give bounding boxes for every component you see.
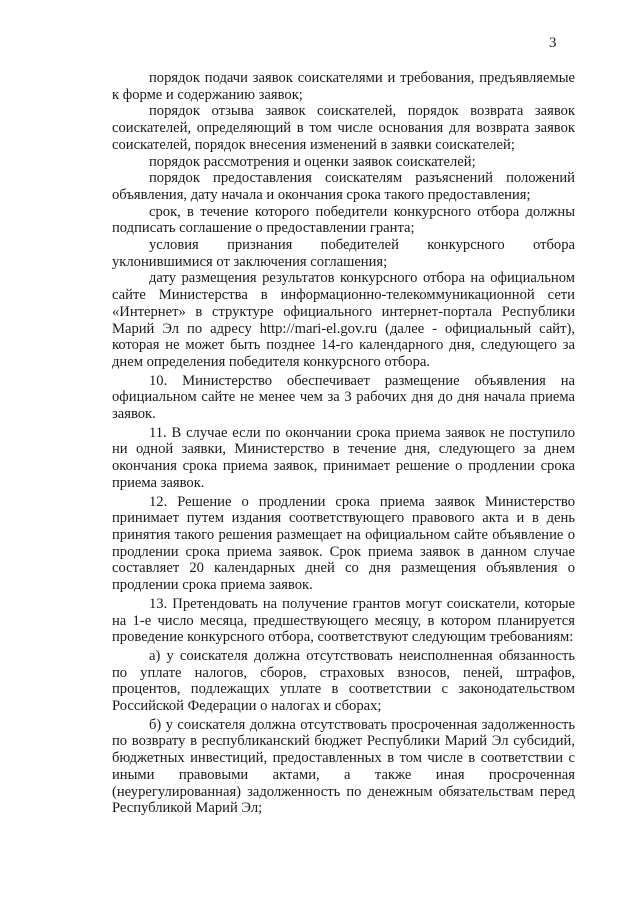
paragraph-requirement-a: а) у соискателя должна отсутствовать неисполненная обязанность по уплате налогов, сборов, страховых взносов, пеней, штрафов, процентов, подлежащих уплате в соответствии с законодательством Российской Федерации о налогах и сборах; — [112, 647, 575, 715]
paragraph-clause-12: 12. Решение о продлении срока приема заявок Министерство принимает путем издания соответствующего правового акта и в день принятия такого решения размещает на официальном сайте объявление о продлении срока приема заявок. Срок приема заявок в данном случае составляет 20 календарных дней со дня размещения объявления о продлении срока приема заявок. — [112, 493, 575, 594]
paragraph-clarification-procedure: порядок предоставления соискателям разъяснений положений объявления, дату начала и окончания срока такого предоставления; — [112, 170, 575, 203]
document-body — [112, 70, 575, 817]
paragraph-results-publication: дату размещения результатов конкурсного отбора на официальном сайте Министерства в информационно-телекоммуникационной сети «Интернет» в структуре официального интернет-портала Республики Марий Эл по адресу http://mari-el.gov.ru (далее - официальный сайт), которая не может быть позднее 14-го календарного дня, следующего за днем определения победителя конкурсного отбора. — [112, 270, 575, 370]
paragraph-withdrawal-procedure: порядок отзыва заявок соискателей, порядок возврата заявок соискателей, определяющий в том числе основания для возврата заявок соискателей, порядок внесения изменений в заявки соискателей; — [112, 103, 575, 153]
paragraph-requirement-b: б) у соискателя должна отсутствовать просроченная задолженность по возврату в республиканский бюджет Республики Марий Эл субсидий, бюджетных инвестиций, предоставленных в том числе в соответствии с иными правовыми актами, а также иная просроченная (неурегулированная) задолженность по денежным обязательствам перед Республикой Марий Эл; — [112, 716, 575, 817]
paragraph-evasion-conditions: условия признания победителей конкурсного отбора уклонившимися от заключения соглашения; — [112, 237, 575, 270]
paragraph-application-procedure: порядок подачи заявок соискателями и требования, предъявляемые к форме и содержанию заявок; — [112, 70, 575, 103]
page-number: 3 — [549, 35, 557, 51]
paragraph-clause-11: 11. В случае если по окончании срока приема заявок не поступило ни одной заявки, Министерство в течение дня, следующего за днем окончания срока приема заявок, принимает решение о продлении срока приема заявок. — [112, 424, 575, 491]
paragraph-review-procedure: порядок рассмотрения и оценки заявок соискателей; — [149, 153, 476, 170]
paragraph-signing-deadline: срок, в течение которого победители конкурсного отбора должны подписать соглашение о предоставлении гранта; — [112, 203, 575, 237]
paragraph-clause-13: 13. Претендовать на получение грантов могут соискатели, которые на 1-е число месяца, предшествующего месяцу, в котором планируется проведение конкурсного отбора, соответствуют следующим требованиям: — [112, 595, 575, 646]
paragraph-clause-10: 10. Министерство обеспечивает размещение объявления на официальном сайте не менее чем за 3 рабочих дня до дня начала приема заявок. — [112, 372, 575, 423]
